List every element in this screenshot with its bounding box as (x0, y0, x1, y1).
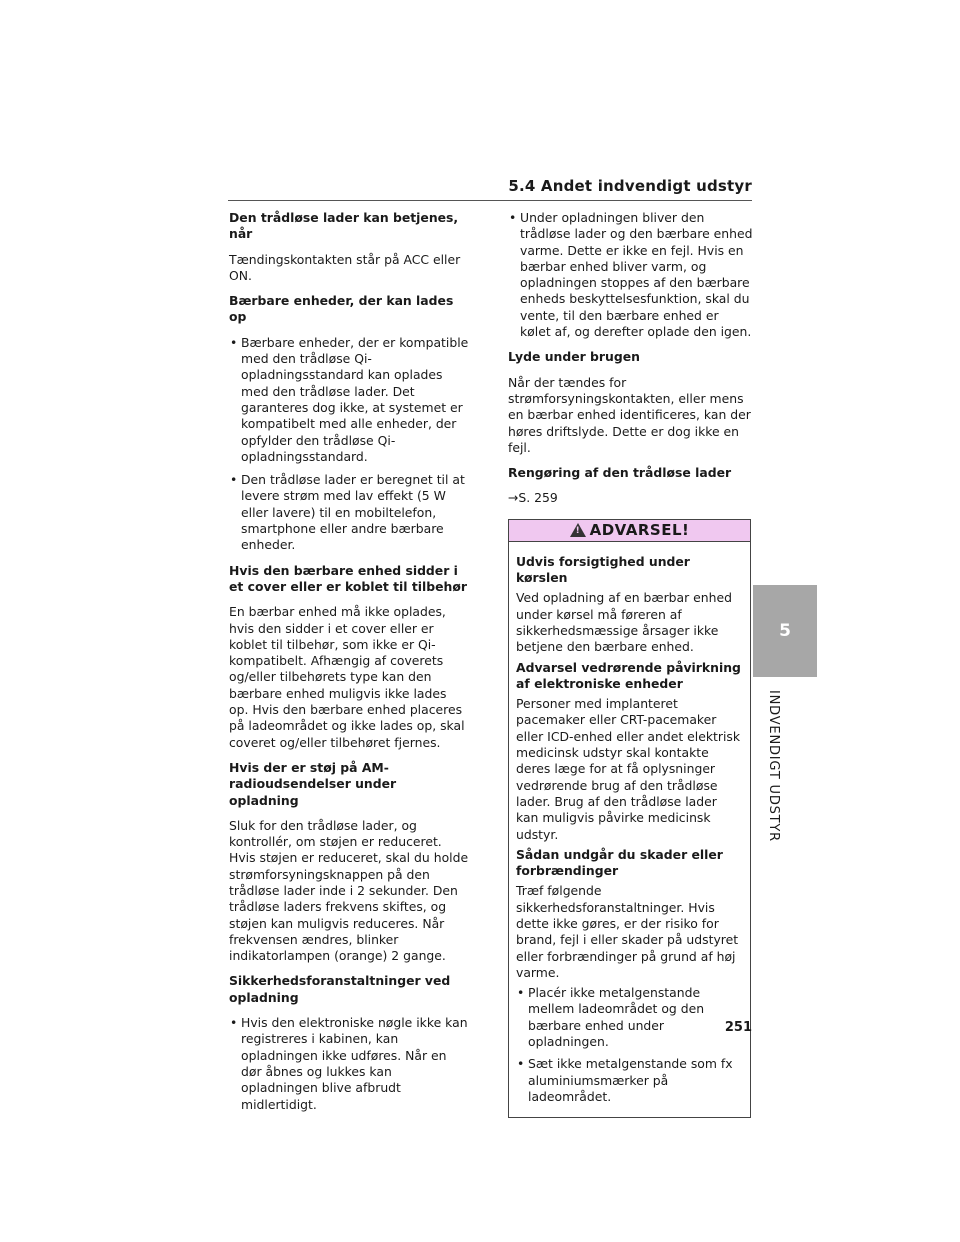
paragraph-operating-sounds: Når der tændes for strømforsyningskontakten, eller mens en bærbar enhed identificeres, kan der høres driftslyde. Dette er dog ikke en fejl. (508, 374, 751, 455)
left-column (229, 210, 469, 1122)
list-item: • Sæt ikke metalgenstande som fx aluminiumsmærker på ladeområdet. (516, 1056, 742, 1105)
heading-cleaning: Rengøring af den trådløse lader (508, 465, 732, 481)
heading-am-noise: Hvis der er støj på AM-radioudsendelser under opladning (229, 759, 397, 808)
warning-header (509, 520, 750, 542)
list-charging-precautions (229, 1015, 469, 1113)
heading-cover-accessories: Hvis den bærbare enhed sidder i et cover eller er koblet til tilbehør (229, 562, 467, 594)
paragraph-am-noise: Sluk for den trådløse lader, og kontrollér, om støjen er reduceret. Hvis støjen er reduceret, skal du holde strømforsyningsknappen på den trådløse lader inde i 2 sekunder. Den trådløse laders frekvens skiftes, og støjen kan muligvis reduceres. Når frekvensen ændres, blinker indikatorlampen (orange) 2 gange. (229, 817, 469, 964)
paragraph-ignition: Tændingskontakten står på ACC eller ON. (229, 251, 461, 283)
warning-heading-electronic-devices: Advarsel vedrørende påvirkning af elektroniske enheder (516, 659, 741, 691)
header-rule (228, 200, 752, 201)
chapter-label: INDVENDIGT UDSTYR (766, 690, 781, 842)
list-chargeable-devices (229, 335, 469, 554)
warning-body (509, 542, 750, 1118)
warning-heading-driving: Udvis forsigtighed under kørslen (516, 553, 690, 586)
heading-operating-sounds: Lyde under brugen (508, 349, 640, 365)
heading-operation-conditions: Den trådløse lader kan betjenes, når (229, 210, 459, 242)
list-item: • Hvis den elektroniske nøgle ikke kan registreres i kabinen, kan opladningen ikke udføres. Når en dør åbnes og lukkes kan opladningen blive afbrudt midlertidigt. (229, 1015, 469, 1113)
list-item: • Under opladningen bliver den trådløse lader og den bærbare enhed varme. Dette er ikke en fejl. Hvis en bærbar enhed bliver varm, og opladningen stoppes af den bærbare enheds beskyttelsesfunktion, skal du vente, til den bærbare enhed er kølet af, og derefter oplade den igen. (508, 210, 753, 340)
paragraph-cover: En bærbar enhed må ikke oplades, hvis den sidder i et cover eller er koblet til tilbehør, som ikke er Qi-kompatibelt. Afhængig af coverets og/eller tilbehørets type kan den bærbare enhed muligvis ikke lades op. Hvis den bærbare enhed placeres på ladeområdet og ikke lades op, skal coveret og/eller tilbehøret fjernes. (229, 604, 465, 750)
warning-paragraph-driving: Ved opladning af en bærbar enhed under kørsel må føreren af sikkerhedsmæssige årsager ikke betjene den bærbare enhed. (516, 590, 732, 655)
chapter-number: 5 (779, 621, 791, 641)
chapter-tab (753, 585, 817, 677)
heading-chargeable-devices: Bærbare enheder, der kan lades op (229, 293, 454, 325)
page-reference-link[interactable]: →S. 259 (508, 490, 558, 506)
section-header-title: 5.4 Andet indvendigt udstyr (508, 177, 752, 195)
list-item: • Bærbare enheder, der er kompatible med den trådløse Qi-opladningsstandard kan oplades med den trådløse lader. Det garanteres dog ikke, at systemet er kompatibelt med alle enheder, der opfylder den trådløse Qi-opladningsstandard. (229, 335, 469, 465)
warning-list (516, 985, 742, 1105)
heading-charging-precautions: Sikkerhedsforanstaltninger ved opladning (229, 973, 451, 1005)
warning-paragraph-burns: Træf følgende sikkerhedsforanstaltninger. Hvis dette ikke gøres, er der risiko for brand, fejl i eller skader på udstyret eller forbrændinger på grund af høj varme. (516, 883, 739, 980)
warning-title: ADVARSEL! (589, 521, 690, 540)
warning-paragraph-electronic-devices: Personer med implanteret pacemaker eller CRT-pacemaker eller ICD-enhed eller andet elektrisk medicinsk udstyr skal kontakte deres læge for at få oplysninger vedrørende brug af den trådløse lader. Brug af den trådløse lader kan muligvis påvirke medicinsk udstyr. (516, 696, 741, 842)
warning-heading-burns: Sådan undgår du skader eller forbrændinger (516, 846, 723, 879)
page-number: 251 (724, 1020, 752, 1035)
chapter-side-label (765, 690, 781, 850)
list-heat-notice (508, 210, 753, 340)
warning-box (508, 519, 751, 1119)
list-item: • Placér ikke metalgenstande mellem ladeområdet og den bærbare enhed under opladningen. (516, 985, 742, 1050)
warning-triangle-icon: ! (570, 523, 586, 537)
right-column (508, 210, 753, 1118)
list-item: • Den trådløse lader er beregnet til at levere strøm med lav effekt (5 W eller lavere) til en mobiltelefon, smartphone eller andre bærbare enheder. (229, 472, 469, 553)
